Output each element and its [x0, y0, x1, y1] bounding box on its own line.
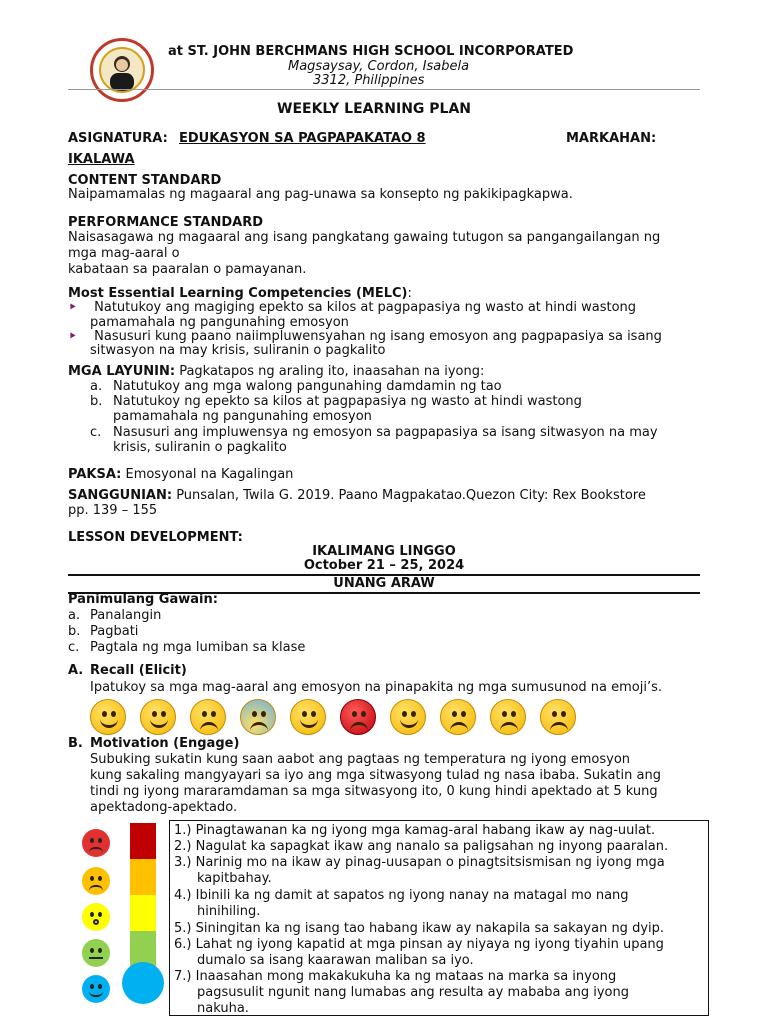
melc-heading-row [68, 286, 412, 301]
happy-face-icon [82, 975, 110, 1003]
recall-text: Ipatukoy sa mga mag-aaral ang emosyon na pinapakita ng mga sumusunod na emoji’s. [90, 680, 662, 695]
panimula-letter: a. [68, 608, 81, 623]
subject-value: EDUKASYON SA PAGPAPAKATAO 8 [179, 131, 426, 146]
panimula-letter: b. [68, 624, 81, 639]
layunin-row [68, 364, 484, 379]
smirk-face-icon [390, 699, 426, 735]
school-address: Magsaysay, Cordon, Isabela [288, 59, 470, 74]
performance-standard-line1: Naisasagawa ng magaaral ang isang pangkatang gawaing tutugon sa pangangailangan ng [68, 230, 661, 245]
situation-item: 7.) Inaasahan mong makakukuha ka ng mataas na marka sa inyong [174, 969, 617, 984]
situations-box [169, 820, 709, 1016]
angry-face-icon [340, 699, 376, 735]
arrow-bullet-icon: ⯈ [68, 330, 77, 343]
layunin-item-line1: Natutukoy ang mga walong pangunahing damdamin ng tao [113, 379, 502, 394]
melc-item-line2: pamamahala ng pangunahing emosyon [90, 315, 349, 330]
layunin-item-line2: pamamahala ng pangunahing emosyon [113, 409, 372, 424]
panimula-item: Pagbati [90, 624, 139, 639]
situation-item-line2: dumalo sa isang kaarawan maliban sa iyo. [197, 953, 474, 968]
layunin-letter: b. [90, 394, 103, 409]
paksa-value: Emosyonal na Kagalingan [121, 467, 294, 482]
thermo-level-4 [130, 859, 156, 895]
annoyed-face-icon [82, 867, 110, 895]
school-zip: 3312, Philippines [313, 73, 425, 88]
motivation-letter: B. [68, 736, 83, 751]
angry-face-icon [82, 829, 110, 857]
situation-item-line3: nakuha. [197, 1001, 249, 1016]
performance-standard-heading: PERFORMANCE STANDARD [68, 215, 263, 230]
situation-item-line2: pagsusulit ngunit nang lumabas ang resulta ay mababa ang iyong [197, 985, 629, 1000]
layunin-item-line2: krisis, suliranin o pagkalito [113, 440, 287, 455]
situation-item: 3.) Narinig mo na ikaw ay pinag-uusapan o pinagtsitsismisan ng iyong mga [174, 855, 665, 870]
situation-item: 5.) Siningitan ka ng isang tao habang ikaw ay nakapila sa sakayan ng dyip. [174, 921, 665, 936]
performance-standard-line2: mga mag-aaral o [68, 246, 180, 261]
melc-heading: Most Essential Learning Competencies (MELC) [68, 286, 408, 301]
school-name: at ST. JOHN BERCHMANS HIGH SCHOOL INCORPORATED [168, 44, 574, 59]
layunin-letter: c. [90, 425, 102, 440]
neutral-face-icon [82, 939, 110, 967]
layunin-intro: Pagkatapos ng araling ito, inaasahan na iyong: [175, 364, 485, 379]
motivation-line: tindi ng iyong mararamdaman sa mga sitwasyong ito, 0 kung hindi apektado at 5 kung [90, 784, 658, 799]
melc-item [68, 300, 636, 315]
motivation-line: Subuking sukatin kung saan aabot ang pagtaas ng temperatura ng iyong emosyon [90, 752, 631, 767]
surprised-face-icon [82, 903, 110, 931]
thermo-bulb [122, 962, 164, 1004]
situation-item-line2: kapitbahay. [197, 871, 272, 886]
sanggunian-value: Punsalan, Twila G. 2019. Paano Magpakatao.Quezon City: Rex Bookstore [172, 488, 646, 503]
panimula-item: Pagtala ng mga lumiban sa klase [90, 640, 306, 655]
recall-heading: Recall (Elicit) [90, 663, 187, 678]
day-label: UNANG ARAW [333, 576, 435, 591]
paksa-row [68, 467, 293, 482]
motivation-line: apektadong-apektado. [90, 800, 238, 815]
melc-item [68, 329, 662, 344]
thermo-level-3 [130, 895, 156, 931]
melc-item-line2: sitwasyon na may krisis, suliranin o pagkalito [90, 343, 386, 358]
sanggunian-row [68, 488, 646, 503]
melc-item-line1: Natutukoy ang magiging epekto sa kilos at pagpapasiya ng wasto at hindi wastong [94, 300, 637, 315]
performance-standard-line3: kabataan sa paaralan o pamayanan. [68, 262, 307, 277]
week-dates: October 21 – 25, 2024 [303, 558, 465, 573]
motivation-heading: Motivation (Engage) [90, 736, 240, 751]
header-divider [68, 89, 700, 90]
panimula-heading: Panimulang Gawain: [68, 592, 218, 607]
paksa-label: PAKSA: [68, 467, 122, 482]
page-title: WEEKLY LEARNING PLAN [277, 101, 472, 117]
beaming-face-icon [140, 699, 176, 735]
anxious-sweat-face-icon [240, 699, 276, 735]
logo-portrait-icon [99, 47, 145, 93]
situation-item: 4.) Ibinili ka ng damit at sapatos ng iyong nanay na matagal mo nang [174, 888, 629, 903]
layunin-label: MGA LAYUNIN: [68, 364, 176, 379]
situation-item: 1.) Pinagtawanan ka ng iyong mga kamag-aral habang ikaw ay nag-uulat. [174, 823, 656, 838]
dizzy-face-icon [490, 699, 526, 735]
panimula-letter: c. [68, 640, 80, 655]
recall-letter: A. [68, 663, 84, 678]
layunin-item-line1: Natutukoy ng epekto sa kilos at pagpapasiya ng wasto at hindi wastong [113, 394, 582, 409]
sad-face-icon [540, 699, 576, 735]
layunin-item-line1: Nasusuri ang impluwensya ng emosyon sa pagpapasiya sa isang sitwasyon na may [113, 425, 658, 440]
content-standard-text: Naipamamalas ng magaaral ang pag-unawa sa konsepto ng pakikipagkapwa. [68, 187, 573, 202]
situation-item: 6.) Lahat ng iyong kapatid at mga pinsan ay niyaya ng iyong tiyahin upang [174, 937, 664, 952]
worried-face-icon [190, 699, 226, 735]
thermo-level-5 [130, 823, 156, 859]
quarter-label: MARKAHAN: [566, 131, 657, 146]
school-logo [90, 38, 154, 102]
motivation-line: kung sakaling mangyayari sa iyo ang mga sitwasyong tulad ng nasa ibaba. Sukatin ang [90, 768, 661, 783]
annoyed-face-icon [440, 699, 476, 735]
quarter-value: IKALAWA [68, 152, 135, 167]
grinning-face-icon [90, 699, 126, 735]
panimula-item: Panalangin [90, 608, 162, 623]
sanggunian-pages: pp. 139 – 155 [68, 503, 158, 518]
week-label: IKALIMANG LINGGO [312, 544, 456, 559]
layunin-letter: a. [90, 379, 103, 394]
situation-item-line2: hinihiling. [197, 904, 261, 919]
lesson-heading: LESSON DEVELOPMENT: [68, 530, 243, 545]
sanggunian-label: SANGGUNIAN: [68, 488, 173, 503]
melc-colon: : [407, 286, 412, 301]
melc-item-line1: Nasusuri kung paano naiimpluwensyahan ng isang emosyon ang pagpapasiya sa isang [94, 329, 662, 344]
grinning-face-icon [290, 699, 326, 735]
subject-label: ASIGNATURA: [68, 131, 168, 146]
situation-item: 2.) Nagulat ka sapagkat ikaw ang nanalo sa paligsahan ng inyong paaralan. [174, 839, 669, 854]
arrow-bullet-icon: ⯈ [68, 301, 77, 314]
content-standard-heading: CONTENT STANDARD [68, 173, 222, 188]
